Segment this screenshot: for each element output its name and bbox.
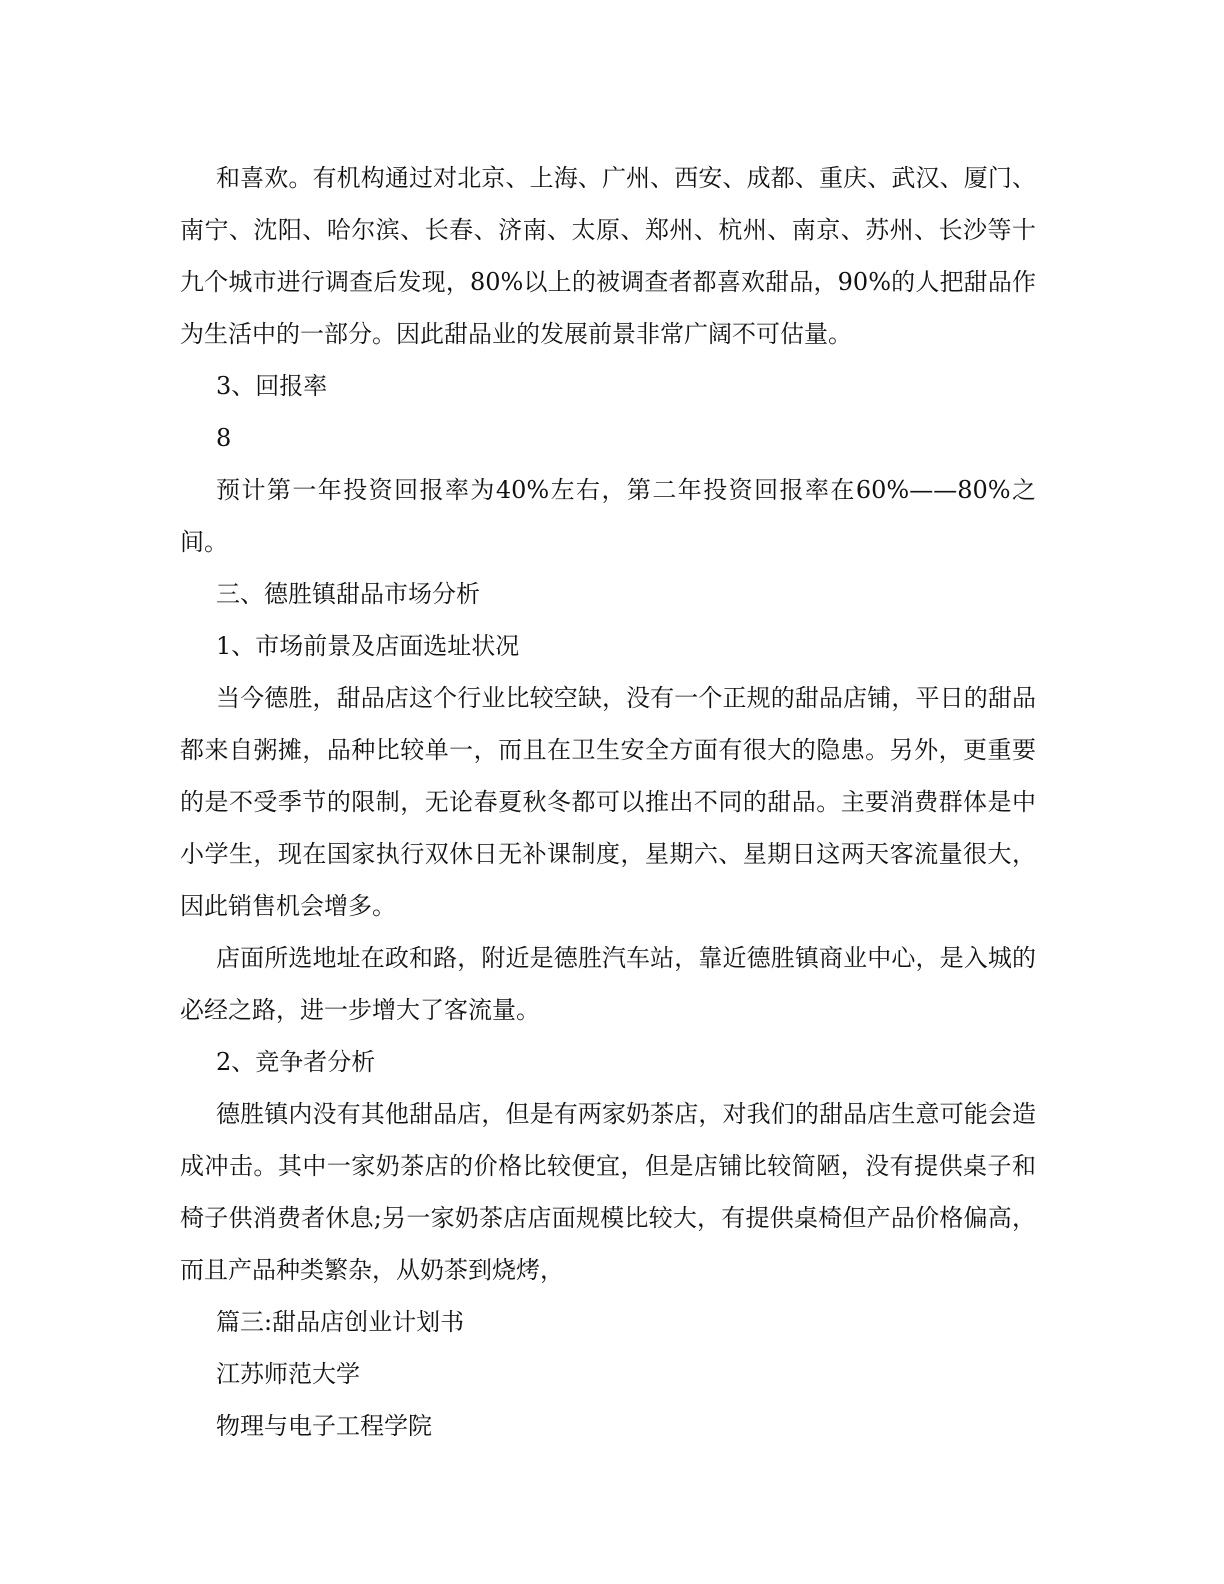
paragraph-store-location: 店面所选地址在政和路，附近是德胜汽车站，靠近德胜镇商业中心，是入城的必经之路，进一步增大了客流量。 [180,944,1036,1024]
heading-chapter-three: 篇三:甜品店创业计划书 [216,1308,465,1336]
paragraph-survey: 和喜欢。有机构通过对北京、上海、广州、西安、成都、重庆、武汉、厦门、南宁、沈阳、哈尔滨、长春、济南、太原、郑州、杭州、南京、苏州、长沙等十九个城市进行调查后发现，80%以上的被调查者都喜欢甜品，90%的人把甜品作为生活中的一部分。因此甜品业的发展前景非常广阔不可估量。 [180,164,1036,348]
heading-market-analysis: 三、德胜镇甜品市场分析 [216,580,480,608]
paragraph-competitors: 德胜镇内没有其他甜品店，但是有两家奶茶店，对我们的甜品店生意可能会造成冲击。其中一家奶茶店的价格比较便宜，但是店铺比较简陋，没有提供桌子和椅子供消费者休息;另一家奶茶店店面规模比较大，有提供桌椅但产品价格偏高，而且产品种类繁杂，从奶茶到烧烤， [180,1100,1036,1284]
school-name: 物理与电子工程学院 [216,1412,432,1440]
heading-return-rate: 3、回报率 [216,372,328,400]
document-body [180,152,1036,1452]
paragraph-return-estimate: 预计第一年投资回报率为40%左右，第二年投资回报率在60%——80%之间。 [180,476,1036,556]
university-name: 江苏师范大学 [216,1360,360,1388]
paragraph-market-outlook: 当今德胜，甜品店这个行业比较空缺，没有一个正规的甜品店铺，平日的甜品都来自粥摊，品种比较单一，而且在卫生安全方面有很大的隐患。另外，更重要的是不受季节的限制，无论春夏秋冬都可以推出不同的甜品。主要消费群体是中小学生，现在国家执行双休日无补课制度，星期六、星期日这两天客流量很大，因此销售机会增多。 [180,684,1036,920]
heading-competitor-analysis: 2、竞争者分析 [216,1048,376,1076]
page-number: 8 [216,424,232,452]
heading-market-outlook: 1、市场前景及店面选址状况 [216,632,520,660]
